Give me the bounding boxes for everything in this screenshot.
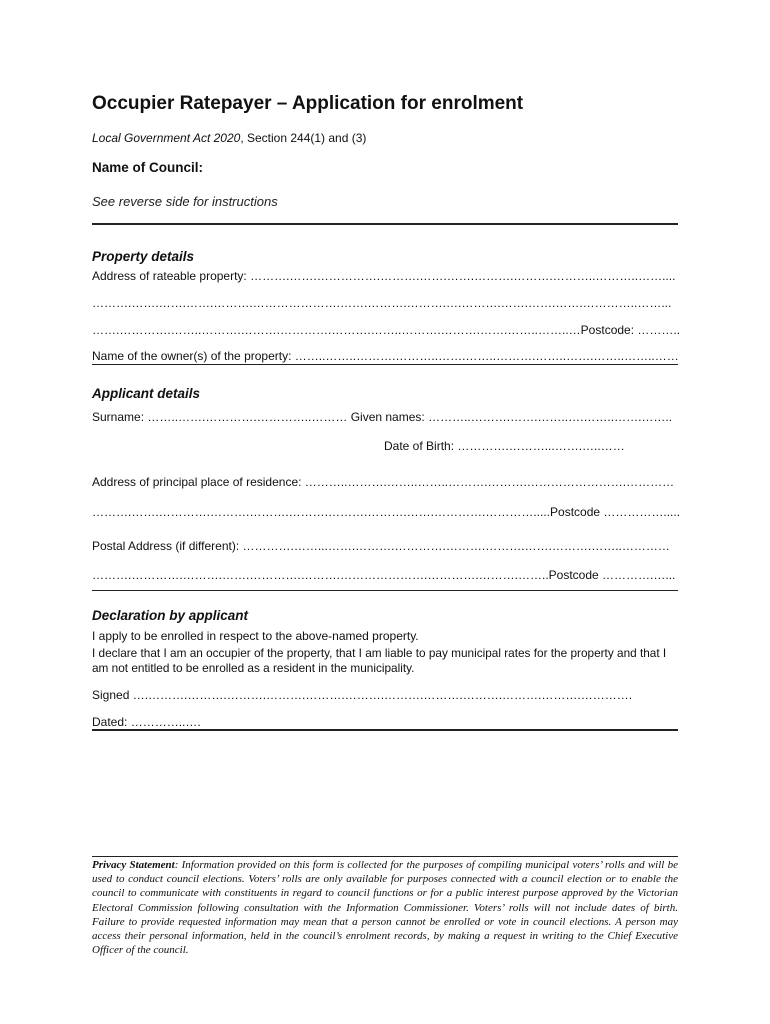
divider xyxy=(92,729,678,731)
dated-field[interactable]: Dated: …………..…. xyxy=(92,715,201,729)
privacy-statement-label: Privacy Statement xyxy=(92,859,175,871)
act-name: Local Government Act 2020 xyxy=(92,131,241,145)
residence-address-field-1[interactable]: Address of principal place of residence: ………..……….……..……..……….……….…………………….………… xyxy=(92,475,675,489)
declaration-heading: Declaration by applicant xyxy=(92,608,249,623)
act-section: , Section 244(1) and (3) xyxy=(240,131,367,145)
council-name-label: Name of Council: xyxy=(92,160,204,175)
property-details-heading: Property details xyxy=(92,249,195,264)
date-of-birth-field[interactable]: Date of Birth: ………….………...…….…..…… xyxy=(384,439,625,453)
property-address-field-2[interactable]: ……….…….…….…….……….………………….…….……….……….….……….…….…….…….…………..……... xyxy=(92,296,672,310)
divider xyxy=(92,856,678,857)
declaration-statement-2: I declare that I am an occupier of the property, that I am liable to pay municipal rates for the property and that I am not entitled to be enrolled as a resident in the municipality. xyxy=(92,646,667,675)
form-title: Occupier Ratepayer – Application for enrolment xyxy=(92,93,524,114)
residence-address-field-2[interactable]: ……….…….………….……….……….……….……….……….…….………….………….....Postcode ……………..... xyxy=(92,505,681,519)
property-address-field-1[interactable]: Address of rateable property: ……….…….…………….……….…….…….……….……….………..………..…….... xyxy=(92,269,676,283)
divider xyxy=(92,590,678,591)
divider xyxy=(92,223,678,225)
declaration-statement-1: I apply to be enrolled in respect to the above-named property. xyxy=(92,629,419,643)
postal-address-field-1[interactable]: Postal Address (if different): ………….……...…….……….………….……….……….…….……….……..………… xyxy=(92,539,670,553)
privacy-statement-text: : Information provided on this form is collected for the purposes of compiling municipal voters’ rolls and will be used to conduct council elections. Voters’ rolls are only available for purposes connected with a council election or to enable the council to communicate with constituents in regard to council functions or for a public interest purpose approved by the Victorian Electoral Commission following consultation with the Information Commissioner. Voters’ rolls will not include dates of birth. Failure to provide requested information may mean that a person cannot be enrolled or vote in council elections. A person may access their personal information, held in the council’s enrolment records, by making a request in writing to the Chief Executive Officer of the council. xyxy=(92,859,678,957)
postal-address-field-2[interactable]: ……….………….……….…….………….……….………………….………….……….……..Postcode ………….…... xyxy=(92,568,676,582)
instructions-note: See reverse side for instructions xyxy=(92,194,278,209)
privacy-statement xyxy=(92,858,678,957)
signature-field[interactable]: Signed ….……….……….……….……….……….……….……….……….……….……….……….…………. xyxy=(92,688,633,702)
property-address-field-3[interactable]: …….………….……..……….……….………….……….……..……….……….…….……..……..…Postcode: ……….. xyxy=(92,323,681,337)
legislation-reference xyxy=(92,131,366,145)
surname-given-names-field[interactable]: Surname: ……..…….………….…………..……… Given names: ………..……….…….……..….……..…….…….. xyxy=(92,410,673,424)
divider xyxy=(92,364,678,365)
property-owner-field[interactable]: Name of the owner(s) of the property: ……..……..……….………..…….……..……….……..…….……..……..…… xyxy=(92,349,679,363)
applicant-details-heading: Applicant details xyxy=(92,386,201,401)
